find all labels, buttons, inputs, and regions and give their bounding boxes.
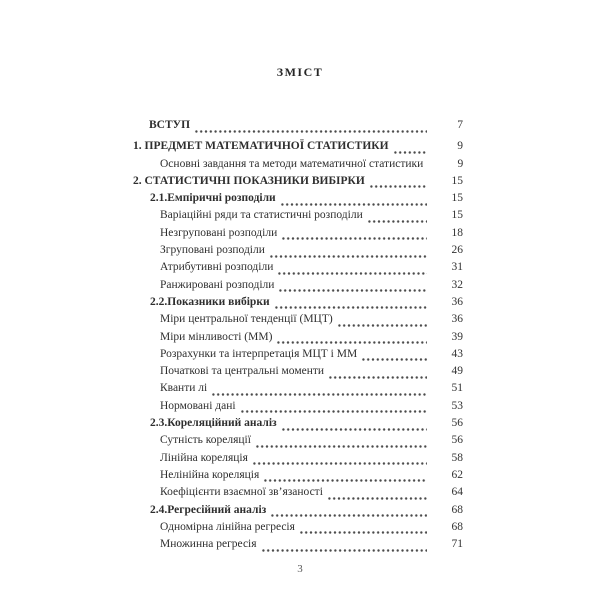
- toc-entry: [133, 538, 463, 555]
- toc-entry: [133, 469, 463, 486]
- toc-entry-page: 71: [451, 538, 463, 551]
- toc-entry: [133, 158, 463, 175]
- toc-entry-page: 56: [451, 434, 463, 447]
- toc-entry: [133, 313, 463, 330]
- toc-entry-label: Варіаційні ряди та статистичні розподіли: [160, 209, 363, 222]
- dot-leader: [211, 382, 427, 399]
- dot-leader: [281, 417, 427, 434]
- dot-leader: [278, 279, 427, 296]
- toc-entry: [133, 227, 463, 244]
- dot-leader: [393, 140, 427, 157]
- toc-entry-label: 1. ПРЕДМЕТ МАТЕМАТИЧНОЇ СТАТИСТИКИ: [133, 140, 389, 153]
- dot-leader: [261, 538, 427, 555]
- toc-entry-page: 36: [451, 313, 463, 326]
- toc-entry-label: Атрибутивні розподіли: [160, 261, 274, 274]
- toc-entry: [133, 400, 463, 417]
- toc-entry: [133, 119, 463, 136]
- toc-entry-page: 62: [451, 468, 463, 481]
- toc-entry-page: 9: [457, 157, 464, 170]
- dot-leader: [367, 209, 427, 226]
- toc-entry-label: Розрахунки та інтерпретація МЦТ і ММ: [160, 347, 358, 360]
- toc-entry: [133, 486, 463, 503]
- dot-leader: [270, 504, 427, 521]
- toc-entry-label: Міри мінливості (ММ): [160, 330, 273, 343]
- toc-entry-label: Початкові та центральні моменти: [160, 365, 325, 378]
- toc-entry: [133, 244, 463, 261]
- toc-entry-page: 26: [451, 244, 463, 257]
- dot-leader: [369, 175, 427, 192]
- toc-entry: [133, 331, 463, 348]
- toc-entry: [133, 209, 463, 226]
- toc-entry-page: 53: [451, 399, 463, 412]
- toc-entry: [133, 279, 463, 296]
- toc-entry-page: 39: [451, 330, 463, 343]
- toc-entry: [133, 140, 463, 157]
- dot-leader: [276, 331, 427, 348]
- dot-leader: [269, 244, 427, 261]
- toc-entry: [133, 504, 463, 521]
- toc-entry: [133, 365, 463, 382]
- dot-leader: [274, 296, 427, 313]
- toc-entry-label: Міри центральної тенденції (МЦТ): [160, 313, 333, 326]
- toc-entry-label: 2.1.Емпіричні розподіли: [150, 192, 276, 205]
- dot-leader: [361, 348, 427, 365]
- toc-entry-label: Сутність кореляції: [160, 434, 251, 447]
- toc-entry-label: 2.4.Регресійний аналіз: [150, 503, 267, 516]
- toc-entry-label: Ранжировані розподіли: [160, 278, 275, 291]
- dot-leader: [299, 521, 427, 538]
- toc-entry: [133, 417, 463, 434]
- toc-entry-label: Одномірна лінійна регресія: [160, 520, 295, 533]
- toc-entry: [133, 175, 463, 192]
- toc-entry-page: 15: [451, 192, 463, 205]
- toc-entry-page: 68: [451, 520, 463, 533]
- dot-leader: [194, 119, 427, 136]
- toc-entry-label: Кванти лі: [160, 382, 208, 395]
- toc-entry-label: Основні завдання та методи математичної статистики: [160, 157, 424, 170]
- toc-entry-label: Коефіцієнти взаємної зв’язаності: [160, 486, 323, 499]
- toc-list: [133, 119, 463, 555]
- toc-entry-page: 68: [451, 503, 463, 516]
- dot-leader: [328, 365, 427, 382]
- toc-entry-label: Нелінійна кореляція: [160, 468, 260, 481]
- dot-leader: [281, 227, 427, 244]
- toc-entry-page: 58: [451, 451, 463, 464]
- toc-entry-label: Лінійна кореляція: [160, 451, 248, 464]
- dot-leader: [240, 400, 427, 417]
- toc-entry: [133, 434, 463, 451]
- toc-entry-label: 2.2.Показники вибірки: [150, 295, 270, 308]
- toc-entry-page: 31: [451, 261, 463, 274]
- toc-entry-page: 9: [457, 140, 463, 153]
- toc-entry: [133, 452, 463, 469]
- dot-leader: [280, 192, 427, 209]
- toc-entry-page: 15: [451, 209, 463, 222]
- dot-leader: [337, 313, 427, 330]
- toc-entry-label: ВСТУП: [149, 119, 191, 131]
- toc-entry: [133, 296, 463, 313]
- page-number: 3: [297, 563, 303, 575]
- toc-entry-page: 7: [457, 119, 463, 131]
- dot-leader: [263, 469, 427, 486]
- dot-leader: [255, 434, 427, 451]
- toc-entry: [133, 261, 463, 278]
- toc-entry-page: 51: [451, 382, 463, 395]
- toc-entry-page: 15: [451, 174, 463, 187]
- toc-entry-label: 2.3.Кореляційний аналіз: [150, 417, 277, 430]
- toc-entry-label: Незгруповані розподіли: [160, 226, 278, 239]
- dot-leader: [327, 486, 427, 503]
- toc-entry-label: Нормовані дані: [160, 399, 236, 412]
- toc-entry: [133, 192, 463, 209]
- toc-entry-label: Множинна регресія: [160, 538, 257, 551]
- toc-entry-page: 64: [451, 486, 463, 499]
- toc-entry-page: 43: [451, 347, 463, 360]
- toc-entry-label: 2. СТАТИСТИЧНІ ПОКАЗНИКИ ВИБІРКИ: [133, 174, 365, 187]
- toc-entry-page: 36: [451, 295, 463, 308]
- page-title: ЗМІСТ: [276, 65, 324, 79]
- toc-entry: [133, 348, 463, 365]
- toc-entry: [133, 521, 463, 538]
- toc-entry-page: 56: [451, 417, 463, 430]
- toc-entry-page: 49: [451, 365, 463, 378]
- dot-leader: [252, 452, 427, 469]
- dot-leader: [277, 261, 427, 278]
- toc-entry-label: Згруповані розподіли: [160, 244, 265, 257]
- toc-entry: [133, 382, 463, 399]
- toc-entry-page: 32: [451, 278, 463, 291]
- toc-entry-page: 18: [451, 226, 463, 239]
